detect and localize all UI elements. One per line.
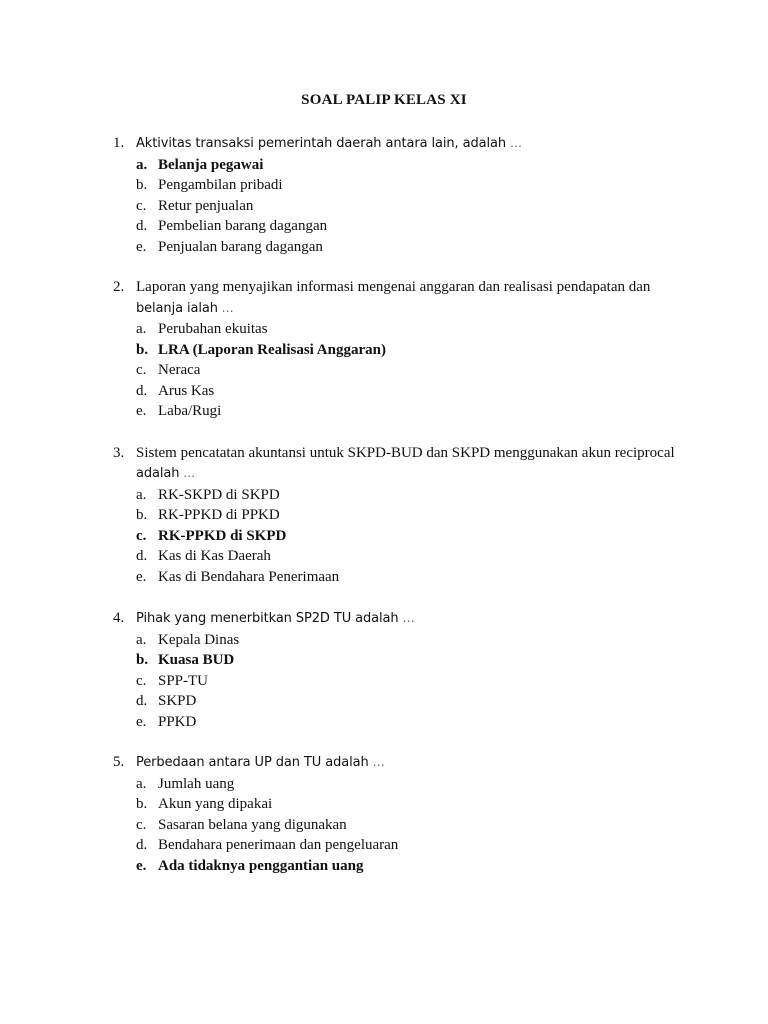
option-text: RK-PPKD di SKPD [158, 527, 287, 544]
question-4 [113, 608, 678, 732]
option-a [136, 485, 678, 506]
question-text-continued: adalah [136, 466, 180, 481]
ellipsis: … [221, 300, 234, 315]
question-text: Aktivitas transaksi pemerintah daerah antara lain, adalah [136, 136, 506, 151]
option-letter: d. [136, 837, 148, 853]
question-number: 5. [113, 754, 125, 770]
option-text: Arus Kas [158, 382, 215, 399]
option-e [136, 712, 678, 733]
option-list [113, 630, 678, 733]
question-text-continued: belanja ialah [136, 300, 218, 316]
option-letter: a. [136, 631, 147, 648]
option-letter: b. [136, 507, 148, 523]
option-text: Pembelian barang dagangan [158, 218, 328, 234]
option-letter: c. [136, 527, 147, 544]
option-list [113, 485, 678, 588]
option-c [136, 196, 678, 217]
option-list [113, 319, 678, 422]
option-text: PPKD [158, 713, 197, 730]
option-a [136, 630, 678, 651]
option-text: SPP-TU [158, 672, 209, 689]
option-letter: c. [136, 672, 147, 689]
option-b-correct [136, 340, 678, 361]
option-b [136, 794, 678, 815]
question-2 [113, 277, 678, 422]
option-letter: a. [136, 486, 147, 503]
option-b [136, 505, 678, 526]
option-list [113, 774, 678, 877]
option-letter: d. [136, 693, 148, 709]
question-stem [113, 277, 678, 298]
option-text: Sasaran belana yang digunakan [158, 816, 347, 833]
option-d [136, 835, 678, 856]
option-e [136, 401, 678, 422]
option-text: Kuasa BUD [158, 652, 235, 668]
option-text: Penjualan barang dagangan [158, 238, 323, 255]
question-1 [113, 133, 678, 257]
question-stem [113, 133, 678, 155]
option-text: Pengambilan pribadi [158, 177, 283, 193]
ellipsis: … [510, 136, 522, 150]
option-text: Bendahara penerimaan dan pengeluaran [158, 837, 399, 853]
ellipsis: … [402, 611, 415, 625]
question-list [113, 133, 678, 896]
option-text: RK-PPKD di PPKD [158, 507, 280, 523]
option-text: Neraca [158, 362, 201, 378]
question-3 [113, 443, 678, 588]
option-letter: c. [136, 816, 147, 833]
question-text: Laporan yang menyajikan informasi mengenai anggaran dan realisasi pendapatan dan [136, 279, 651, 295]
question-number: 3. [113, 444, 125, 461]
option-letter: c. [136, 362, 147, 378]
option-text: Perubahan ekuitas [158, 321, 268, 337]
option-letter: b. [136, 177, 148, 193]
option-letter: e. [136, 568, 147, 585]
option-d [136, 216, 678, 237]
option-letter: a. [136, 156, 148, 173]
question-number: 1. [113, 135, 125, 151]
question-5 [113, 752, 678, 876]
option-letter: e. [136, 238, 147, 255]
option-c-correct [136, 526, 678, 547]
option-letter: e. [136, 403, 147, 419]
option-letter: e. [136, 857, 147, 874]
option-text: LRA (Laporan Realisasi Anggaran) [158, 341, 386, 358]
option-a [136, 319, 678, 340]
option-text: Akun yang dipakai [158, 796, 273, 812]
option-d [136, 546, 678, 567]
option-b-correct [136, 650, 678, 671]
option-text: Kepala Dinas [158, 631, 240, 648]
option-letter: e. [136, 713, 147, 730]
option-letter: d. [136, 548, 148, 564]
option-text: SKPD [158, 693, 197, 709]
option-letter: c. [136, 197, 147, 214]
option-letter: b. [136, 652, 149, 668]
option-letter: d. [136, 382, 148, 399]
option-text: Kas di Bendahara Penerimaan [158, 568, 340, 585]
question-number: 2. [113, 279, 125, 295]
option-d [136, 691, 678, 712]
option-b [136, 175, 678, 196]
option-text: Laba/Rugi [158, 403, 222, 419]
page-title: SOAL PALIP KELAS XI [301, 92, 467, 108]
option-letter: d. [136, 218, 148, 234]
option-text: Jumlah uang [158, 775, 235, 792]
question-stem-continued [113, 298, 678, 320]
option-c [136, 671, 678, 692]
option-text: Ada tidaknya penggantian uang [158, 857, 364, 874]
option-e [136, 567, 678, 588]
ellipsis: … [372, 755, 385, 769]
question-text: Perbedaan antara UP dan TU adalah [136, 755, 369, 770]
question-stem [113, 608, 678, 630]
option-e [136, 237, 678, 258]
ellipsis: … [183, 466, 196, 480]
option-text: Belanja pegawai [158, 156, 264, 173]
option-a-correct [136, 155, 678, 176]
option-text: Retur penjualan [158, 197, 254, 214]
question-stem [113, 752, 678, 774]
question-text: Sistem pencatatan akuntansi untuk SKPD-BUD dan SKPD menggunakan akun reciprocal [136, 444, 675, 461]
option-a [136, 774, 678, 795]
option-c [136, 815, 678, 836]
option-c [136, 360, 678, 381]
question-stem [113, 443, 678, 464]
question-number: 4. [113, 610, 125, 626]
option-letter: b. [136, 796, 148, 812]
option-list [113, 155, 678, 258]
option-e-correct [136, 856, 678, 877]
option-text: RK-SKPD di SKPD [158, 486, 280, 503]
option-letter: a. [136, 321, 147, 337]
option-d [136, 381, 678, 402]
option-letter: b. [136, 341, 149, 358]
question-text: Pihak yang menerbitkan SP2D TU adalah [136, 611, 399, 626]
option-text: Kas di Kas Daerah [158, 548, 271, 564]
question-stem-continued [113, 463, 678, 485]
option-letter: a. [136, 775, 147, 792]
